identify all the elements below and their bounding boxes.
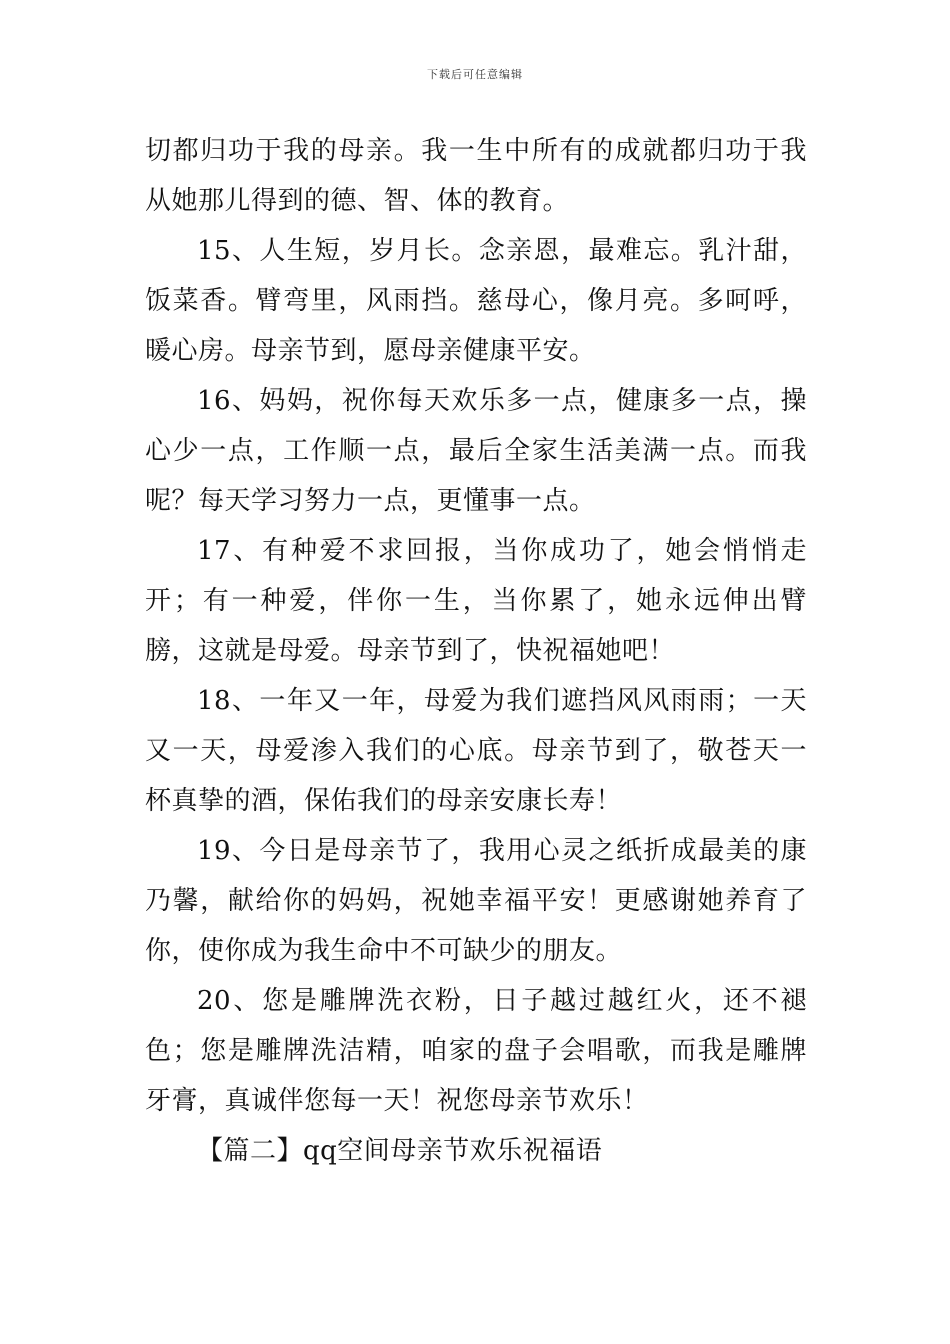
paragraph-18: 18、一年又一年，母爱为我们遮挡风风雨雨；一天又一天，母爱渗入我们的心底。母亲节到了，敬苍天一杯真挚的酒，保佑我们的母亲安康长寿！ bbox=[145, 686, 807, 816]
paragraph-continuation: 切都归功于我的母亲。我一生中所有的成就都归功于我从她那儿得到的德、智、体的教育。 bbox=[145, 136, 807, 216]
section-heading: 【篇二】qq空间母亲节欢乐祝福语 bbox=[197, 1136, 603, 1166]
paragraph-17: 17、有种爱不求回报，当你成功了，她会悄悄走开；有一种爱，伴你一生，当你累了，她永远伸出臂膀，这就是母爱。母亲节到了，快祝福她吧！ bbox=[145, 536, 807, 666]
paragraph-15: 15、人生短，岁月长。念亲恩，最难忘。乳汁甜，饭菜香。臂弯里，风雨挡。慈母心，像月亮。多呵呼，暖心房。母亲节到，愿母亲健康平安。 bbox=[145, 236, 807, 366]
paragraph-16: 16、妈妈，祝你每天欢乐多一点，健康多一点，操心少一点，工作顺一点，最后全家生活美满一点。而我呢？每天学习努力一点，更懂事一点。 bbox=[145, 386, 807, 516]
header-note: 下载后可任意编辑 bbox=[427, 68, 523, 81]
paragraph-19: 19、今日是母亲节了，我用心灵之纸折成最美的康乃馨，献给你的妈妈，祝她幸福平安！更感谢她养育了你，使你成为我生命中不可缺少的朋友。 bbox=[145, 836, 807, 966]
paragraph-20: 20、您是雕牌洗衣粉，日子越过越红火，还不褪色；您是雕牌洗洁精，咱家的盘子会唱歌，而我是雕牌牙膏，真诚伴您每一天！祝您母亲节欢乐！ bbox=[145, 986, 807, 1116]
document-body bbox=[145, 126, 807, 1176]
